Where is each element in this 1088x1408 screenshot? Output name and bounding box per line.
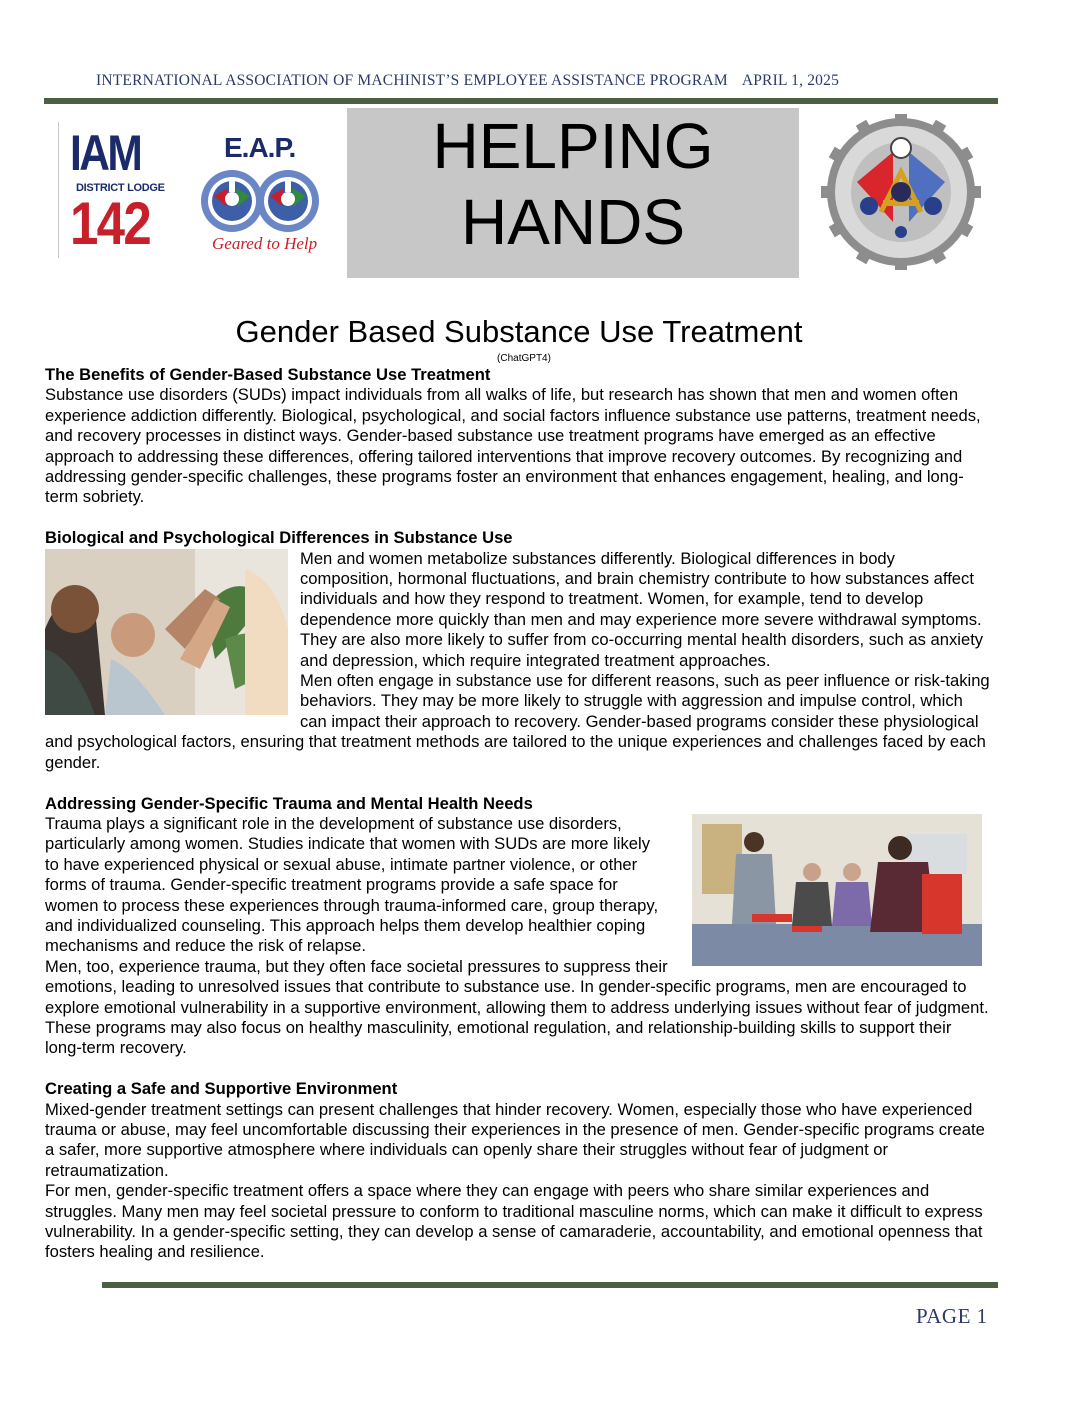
eap-tagline: Geared to Help bbox=[212, 234, 318, 253]
eap-seals-icon bbox=[200, 166, 320, 236]
section-heading: Addressing Gender-Specific Trauma and Mental Health Needs bbox=[45, 793, 533, 813]
article-credit: (ChatGPT4) bbox=[497, 353, 551, 364]
running-header bbox=[96, 72, 996, 90]
iam-district-lodge-logo bbox=[58, 122, 168, 258]
bottom-rule bbox=[102, 1282, 998, 1288]
section-paragraph: For men, gender-specific treatment offers a space where they can engage with peers who share similar experiences and struggles. Many men may feel societal pressure to conform to traditional masculine norms, which can make it difficult to express vulnerability. In a gender-specific setting, they can develop a sense of camaraderie, accountability, and emotional openness that fosters healing and resilience. bbox=[45, 1181, 983, 1262]
eap-logo-title: E.A.P. bbox=[224, 132, 296, 163]
section-paragraph: Men often engage in substance use for different reasons, such as peer influence or risk-taking behaviors. They may be more likely to struggle with aggression and impulse control, which can impact their approach to recovery. Gender-based programs consider these physiological and psychological factors, ensuring that treatment methods are tailored to the unique experiences and challenges faced by each gender. bbox=[45, 671, 990, 772]
section-paragraph: Mixed-gender treatment settings can present challenges that hinder recovery. Women, especially those who have experienced trauma or abuse, may feel uncomfortable discussing their experiences in the presence of men. Gender-specific programs create a safer, more supportive atmosphere where individuals can openly share their struggles without fear of judgment or retraumatization. bbox=[45, 1099, 985, 1180]
header-date: APRIL 1, 2025 bbox=[741, 72, 840, 89]
logo-divider bbox=[58, 122, 59, 258]
section-heading: Creating a Safe and Supportive Environment bbox=[45, 1079, 398, 1099]
newsletter-title-line1: HELPING bbox=[432, 110, 714, 182]
section-paragraph: Men, too, experience trauma, but they often face societal pressures to suppress their emotions, leading to unresolved issues that contribute to substance use. In gender-specific programs, men are encouraged to explore emotional vulnerability in a supportive environment, allowing them to address underlying issues without fear of judgment. These programs may also focus on healthy masculinity, emotional regulation, and relationship-building skills to support their long-term recovery. bbox=[45, 956, 989, 1058]
section-paragraph: Trauma plays a significant role in the development of substance use disorders, particularly among women. Studies indicate that women with SUDs are more likely to have experienced physical or sexual abuse, intimate partner violence, or other forms of trauma. Gender-specific treatment programs provide a safe space for women to process these experiences through trauma-informed care, group therapy, and individualized counseling. This approach helps them develop healthier coping mechanisms and reduce the risk of relapse. bbox=[45, 813, 659, 956]
iam-logo-lodge: DISTRICT LODGE bbox=[76, 182, 165, 194]
newsletter-title-box bbox=[347, 108, 799, 278]
women-high-five-photo bbox=[45, 549, 288, 715]
section-paragraph: Substance use disorders (SUDs) impact individuals from all walks of life, but research has shown that men and women often experience addiction differently. Biological, psychological, and social factors influence substance use patterns, treatment needs, and recovery processes in distinct ways. Gender-based substance use treatment programs have emerged as an effective approach to addressing these differences, offering tailored interventions that improve recovery outcomes. By recognizing and addressing gender-specific challenges, these programs foster an environment that enhances engagement, healing, and long-term sobriety. bbox=[45, 385, 981, 507]
iam-logo-text: IAM bbox=[70, 125, 141, 181]
page-number: PAGE 1 bbox=[916, 1304, 988, 1328]
section-heading: Biological and Psychological Differences in Substance Use bbox=[45, 528, 513, 548]
section-paragraph: Men and women metabolize substances differently. Biological differences in body composition, hormonal fluctuations, and brain chemistry contribute to how substances affect individuals and how they respond to treatment. Women, for example, tend to develop dependence more quickly than men and may experience more severe withdrawal symptoms. They are also more likely to suffer from co-occurring mental health disorders, such as anxiety and depression, which require integrated treatment approaches. bbox=[300, 548, 984, 670]
header-org: INTERNATIONAL ASSOCIATION OF MACHINIST’S EMPLOYEE ASSISTANCE PROGRAM bbox=[96, 72, 728, 89]
iam-logo-number: 142 bbox=[70, 190, 150, 257]
article-title: Gender Based Substance Use Treatment bbox=[235, 314, 803, 349]
iam-gear-seal-icon bbox=[810, 114, 992, 270]
top-rule bbox=[44, 98, 998, 104]
eap-logo bbox=[196, 130, 324, 260]
newsletter-title-line2: HANDS bbox=[460, 186, 686, 258]
men-support-group-photo bbox=[692, 814, 982, 966]
section-heading: The Benefits of Gender-Based Substance Use Treatment bbox=[45, 365, 491, 384]
article-body bbox=[45, 365, 990, 1263]
